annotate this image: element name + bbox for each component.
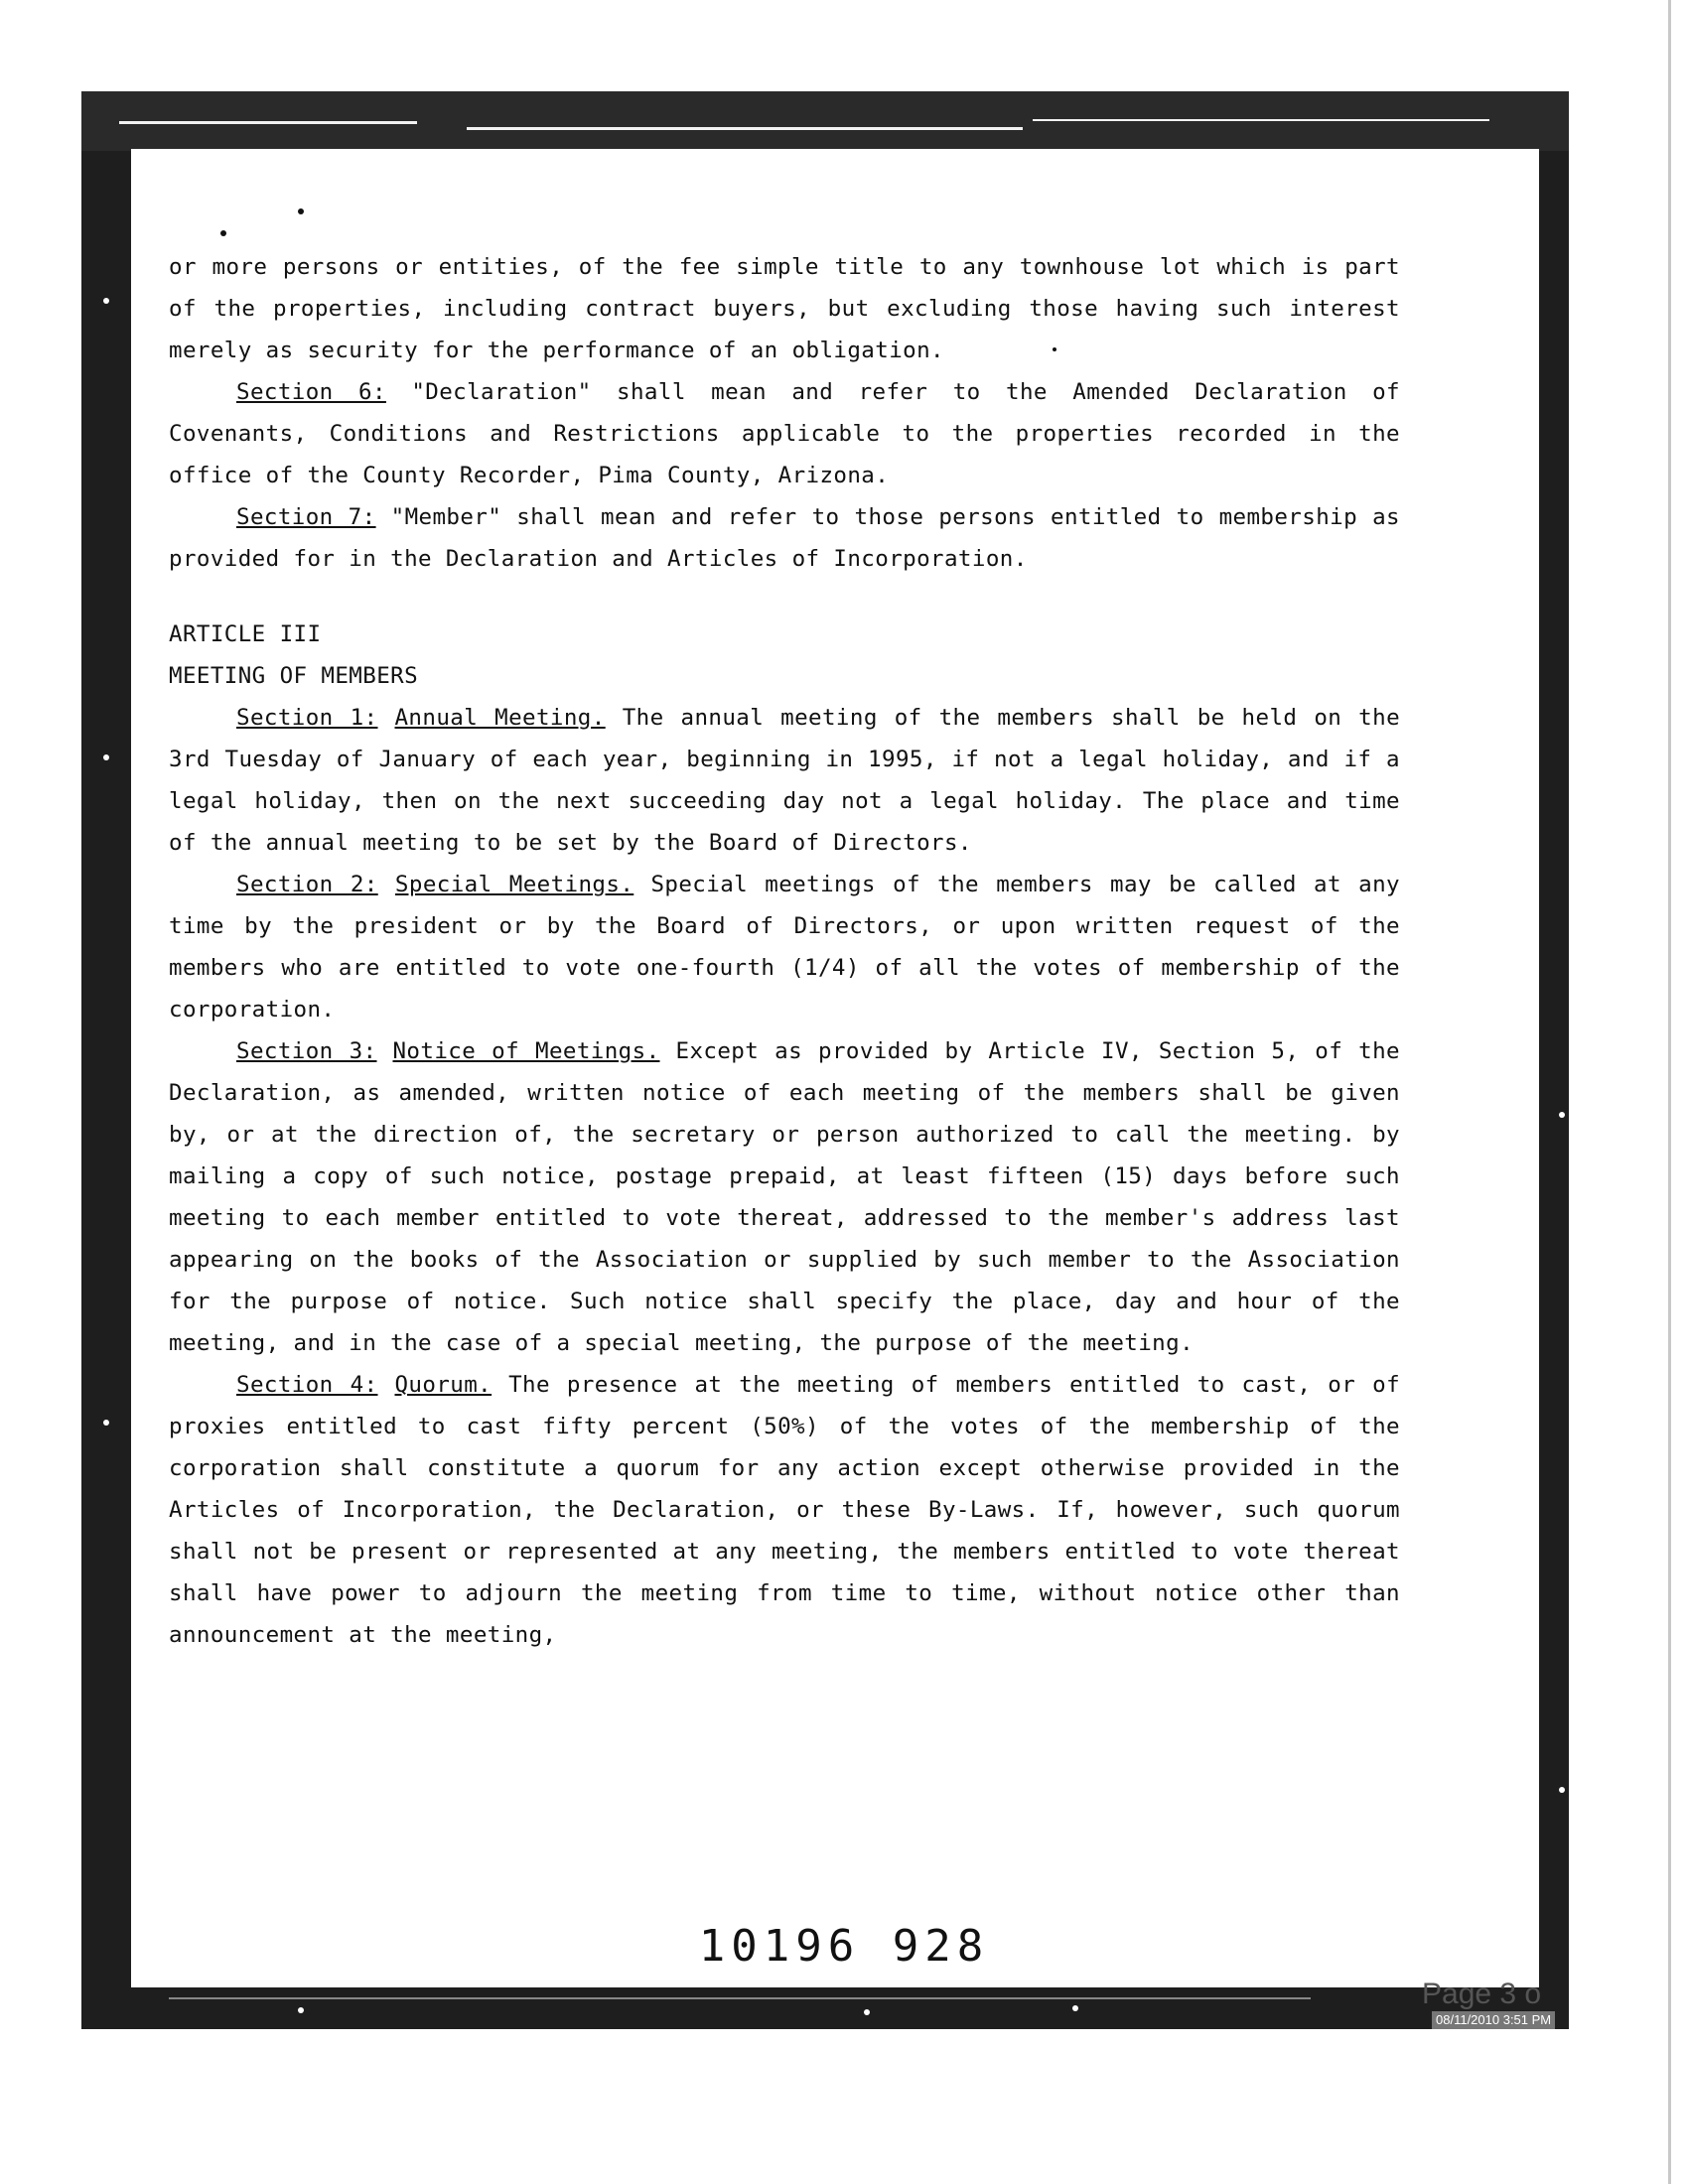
paragraph-section-2: [169, 864, 1400, 1030]
section-label: Section 1:: [236, 705, 378, 731]
section-text: "Declaration" shall mean and refer to the Amended Declaration of Covenants, Conditions and Restrictions applicable to the properties recorded in the office of the County Recorder, Pima County, Arizona.: [169, 379, 1400, 488]
print-timestamp: 08/11/2010 3:51 PM: [1432, 2011, 1555, 2029]
scan-speck: [220, 230, 226, 236]
section-text: Special meetings of the members may be called at any time by the president or by the Board of Directors, or upon written request of the members who are entitled to vote one-fourth (1/4) of all the votes of membership of the corporation.: [169, 872, 1400, 1023]
paragraph-section-4: [169, 1364, 1400, 1656]
section-text: The annual meeting of the members shall be held on the 3rd Tuesday of January of each year, beginning in 1995, if not a legal holiday, and if a legal holiday, then on the next succeeding day not a legal holiday. The place and time of the annual meeting to be set by the Board of Directors.: [169, 705, 1401, 856]
scan-speck: [1559, 1787, 1565, 1793]
section-text: "Member" shall mean and refer to those persons entitled to membership as provided for in the Declaration and Articles of Incorporation.: [169, 504, 1400, 572]
scan-speck: [1559, 1112, 1565, 1118]
article-title: MEETING OF MEMBERS: [169, 663, 419, 689]
scan-speck: [103, 754, 109, 760]
paragraph-section-3: [169, 1030, 1400, 1364]
paragraph-section-1: [169, 697, 1400, 864]
paragraph-section-6: [169, 371, 1400, 496]
document-body: [169, 246, 1400, 1656]
paragraph-section-7: [169, 496, 1400, 580]
scan-artifact-line: [467, 127, 1023, 130]
scan-speck: [103, 1420, 109, 1426]
scan-speck: [298, 2007, 304, 2013]
section-text: Except as provided by Article IV, Section 5, of the Declaration, as amended, written notice of each meeting of the members shall be given by, or at the direction of, the secretary or person authorized to call the meeting. by mailing a copy of such notice, postage prepaid, at least fifteen (15) days before such meeting to each member entitled to vote thereat, addressed to the member's address last appearing on the books of the Association or supplied by such member to the Association for the purpose of notice. Such notice shall specify the place, day and hour of the meeting, and in the case of a special meeting, the purpose of the meeting.: [169, 1038, 1400, 1356]
section-text: The presence at the meeting of members entitled to cast, or of proxies entitled to cast fifty percent (50%) of the votes of the membership of the corporation shall constitute a quorum for any action except otherwise provided in the Articles of Incorporation, the Declaration, or these By-Laws. If, however, such quorum shall not be present or represented at any meeting, the members entitled to vote thereat shall have power to adjourn the meeting from time to time, without notice other than announcement at the meeting,: [169, 1372, 1401, 1648]
section-title: Special Meetings.: [394, 872, 634, 897]
scan-artifact-line: [1033, 119, 1489, 121]
scan-speck: [298, 208, 304, 214]
section-label: Section 6:: [236, 379, 386, 405]
section-title: Quorum.: [394, 1372, 492, 1398]
scan-artifact-line: [119, 121, 417, 124]
page-indicator: Page 3 o: [1422, 1978, 1542, 2010]
scan-speck: [864, 2009, 870, 2015]
recording-number: 10196 928: [698, 1921, 990, 1972]
section-label: Section 7:: [236, 504, 376, 530]
scan-artifact-line: [169, 1997, 1311, 1999]
scan-speck: [103, 298, 109, 304]
section-label: Section 3:: [236, 1038, 377, 1064]
article-heading-block: [169, 614, 1400, 697]
section-title: Annual Meeting.: [394, 705, 606, 731]
scan-speck: [1072, 2005, 1078, 2011]
article-number: ARTICLE III: [169, 621, 322, 647]
section-label: Section 2:: [236, 872, 378, 897]
page-stamp: [1422, 1978, 1591, 2029]
scan-right-edge: [1668, 0, 1671, 2184]
section-label: Section 4:: [236, 1372, 378, 1398]
paragraph-continuation: or more persons or entities, of the fee simple title to any townhouse lot which is part of the properties, including contract buyers, but excluding those having such interest merely as security for the performance of an obligation.: [169, 254, 1400, 363]
section-title: Notice of Meetings.: [392, 1038, 660, 1064]
